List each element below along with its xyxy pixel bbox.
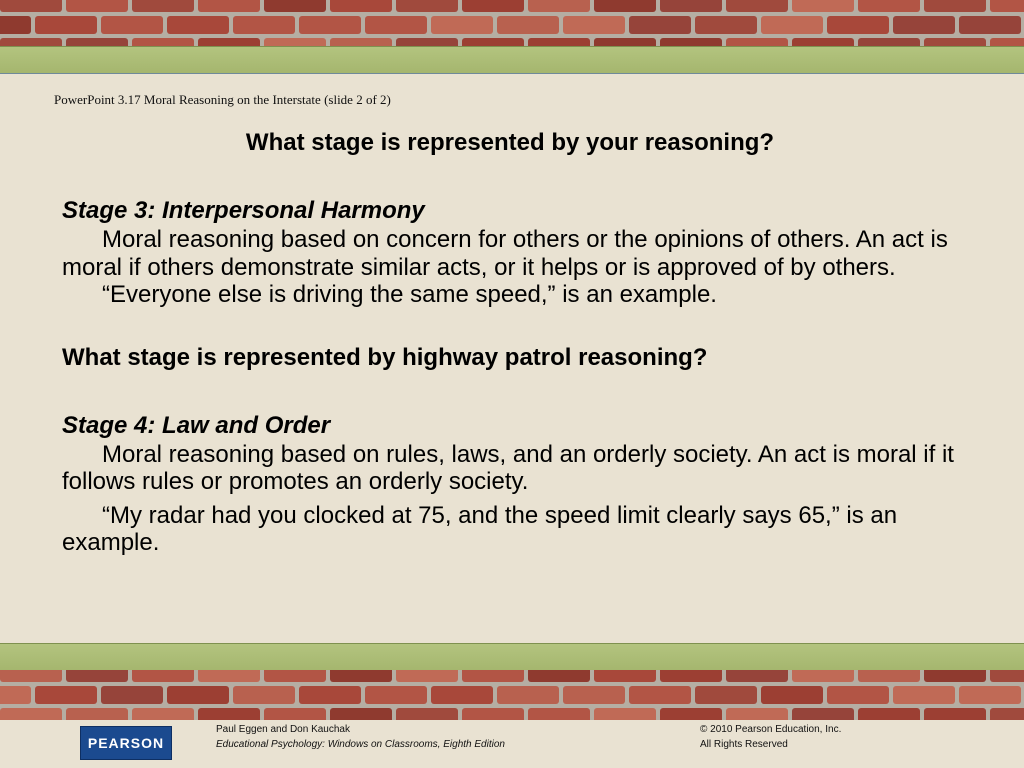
top-brick-band	[0, 0, 1024, 46]
slide-body	[62, 128, 962, 557]
stage-4-description: Moral reasoning based on rules, laws, and an orderly society. An act is moral if it follows rules or promotes an orderly society.	[62, 440, 954, 495]
footer-copyright: © 2010 Pearson Education, Inc.	[700, 724, 842, 735]
bottom-green-band	[0, 643, 1024, 671]
stage-3-description: Moral reasoning based on concern for others or the opinions of others. An act is moral if others demonstrate similar acts, or it helps or is approved of by others.	[62, 226, 948, 281]
stage-3-title: Stage 3: Interpersonal Harmony	[62, 197, 425, 224]
slide-caption: PowerPoint 3.17 Moral Reasoning on the Interstate (slide 2 of 2)	[54, 92, 391, 107]
pearson-logo: PEARSON	[80, 726, 172, 760]
question-highway-patrol: What stage is represented by highway patrol reasoning?	[62, 343, 708, 371]
footer-book-title: Educational Psychology: Windows on Classrooms, Eighth Edition	[216, 739, 505, 750]
question-own-reasoning: What stage is represented by your reasoning?	[245, 129, 775, 156]
top-green-band	[0, 46, 1024, 74]
footer-authors: Paul Eggen and Don Kauchak	[216, 724, 350, 735]
footer-credits	[216, 722, 505, 752]
stage-4-example: “My radar had you clocked at 75, and the speed limit clearly says 65,” is an example.	[62, 501, 898, 556]
stage-3-example: “Everyone else is driving the same speed,” is an example.	[102, 281, 717, 308]
bottom-brick-band	[0, 670, 1024, 720]
footer-rights: All Rights Reserved	[700, 739, 788, 750]
stage-4-title: Stage 4: Law and Order	[62, 411, 331, 439]
footer-copyright-block	[700, 722, 841, 752]
